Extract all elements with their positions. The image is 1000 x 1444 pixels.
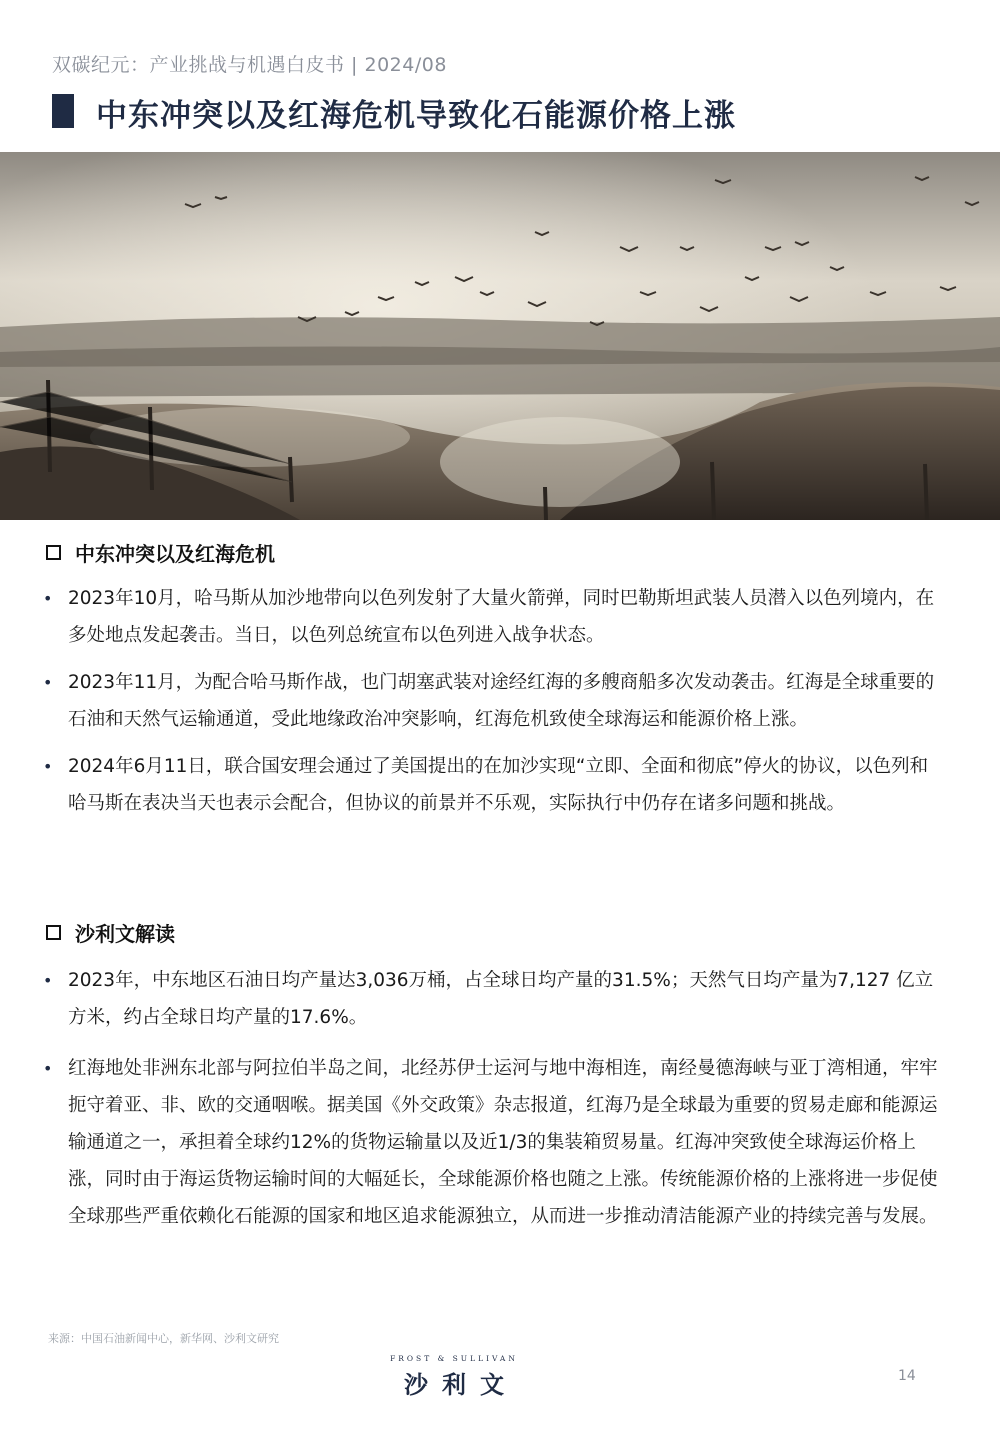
title-accent-bar (52, 94, 74, 128)
conflict-bullet-list (40, 580, 940, 822)
checkbox-icon (46, 545, 61, 560)
logo-english-text: FROST & SULLIVAN (390, 1354, 518, 1363)
section-heading-conflict (46, 538, 275, 567)
bullet-item: • 2023年11月，为配合哈马斯作战，也门胡塞武装对途经红海的多艘商船多次发动袭击。红海是全球重要的石油和天然气运输通道，受此地缘政治冲突影响，红海危机致使全球海运和能源价格上涨。 (40, 664, 940, 738)
section-heading-interpretation (46, 918, 175, 947)
bullet-item: • 红海地处非洲东北部与阿拉伯半岛之间，北经苏伊士运河与地中海相连，南经曼德海峡与亚丁湾相通，牢牢扼守着亚、非、欧的交通咽喉。据美国《外交政策》杂志报道，红海乃是全球最为重要的贸易走廊和能源运输通道之一，承担着全球约12%的货物运输量以及近1/3的集装箱贸易量。红海冲突致使全球海运价格上涨，同时由于海运货物运输时间的大幅延长，全球能源价格也随之上涨。传统能源价格的上涨将进一步促使全球那些严重依赖化石能源的国家和地区追求能源独立，从而进一步推动清洁能源产业的持续完善与发展。 (40, 1050, 940, 1235)
source-note: 来源：中国石油新闻中心，新华网、沙利文研究 (48, 1332, 279, 1345)
page-number: 14 (898, 1368, 916, 1384)
section-heading-text: 沙利文解读 (75, 922, 175, 946)
running-header: 双碳纪元：产业挑战与机遇白皮书 | 2024/08 (52, 54, 447, 76)
checkbox-icon (46, 925, 61, 940)
bullet-item: • 2023年10月，哈马斯从加沙地带向以色列发射了大量火箭弹，同时巴勒斯坦武装人员潜入以色列境内，在多处地点发起袭击。当日，以色列总统宣布以色列进入战争状态。 (40, 580, 940, 654)
bullet-item: • 2024年6月11日，联合国安理会通过了美国提出的在加沙实现“立即、全面和彻底”停火的协议，以色列和哈马斯在表决当天也表示会配合，但协议的前景并不乐观，实际执行中仍存在诸多问题和挑战。 (40, 748, 940, 822)
frost-sullivan-logo (384, 1354, 524, 1400)
hero-image (0, 152, 1000, 520)
bullet-item: • 2023年，中东地区石油日均产量达3,036万桶，占全球日均产量的31.5%；天然气日均产量为7,127 亿立方米，约占全球日均产量的17.6%。 (40, 962, 940, 1036)
logo-chinese-text: 沙利文 (404, 1371, 518, 1399)
interpretation-bullet-list (40, 962, 940, 1235)
section-heading-text: 中东冲突以及红海危机 (75, 542, 275, 566)
page-title: 中东冲突以及红海危机导致化石能源价格上涨 (96, 98, 736, 134)
